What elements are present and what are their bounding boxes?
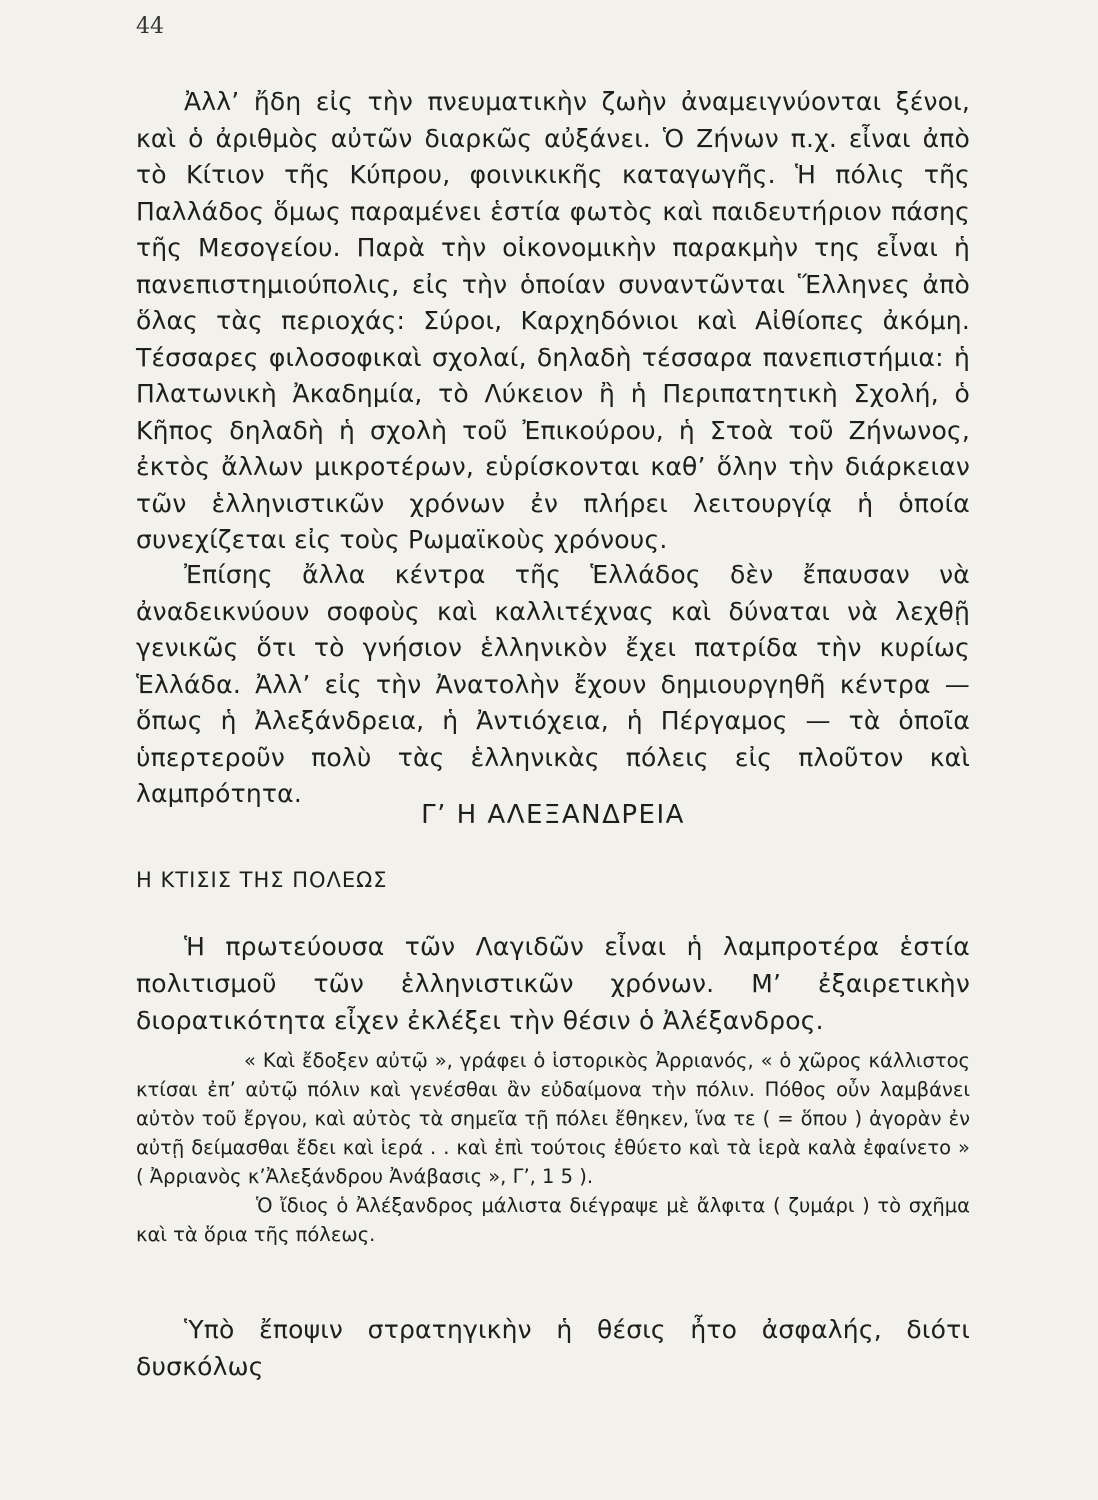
paragraph-text: Ἡ πρωτεύουσα τῶν Λαγιδῶν εἶναι ἡ λαμπροτέρα ἑστία πολιτισμοῦ τῶν ἑλληνιστικῶν χρόνων. Μ’ ἐξαιρετικὴν διορατικότητα εἶχεν ἐκλέξει τὴν θέσιν ὁ Ἀλέξανδρος. xyxy=(136,932,970,1035)
quotation-text: « Καὶ ἔδοξεν αὐτῷ », γράφει ὁ ἱστορικὸς Ἀρριανός, « ὁ χῶρος κάλλιστος κτίσαι ἐπ’ αὐτῷ πόλιν καὶ γενέσθαι ἂν εὐδαίμονα τὴν πόλιν. Πόθος οὖν λαμβάνει αὐτὸν τοῦ ἔργου, καὶ αὐτὸς τὰ σημεῖα τῇ πόλει ἔθηκεν, ἵνα τε ( = ὅπου ) ἀγορὰν ἐν αὐτῇ δείμασθαι ἔδει καὶ ἱερά . . καὶ ἐπὶ τούτοις ἐθύετο καὶ τὰ ἱερὰ καλὰ ἐφαίνετο » ( Ἀρριανὸς κ’Ἀλεξάνδρου Ἀνάβασις », Γ’, 1 5 ). xyxy=(136,1049,970,1188)
page-number: 44 xyxy=(136,14,164,39)
paragraph-text: Ἐπίσης ἄλλα κέντρα τῆς Ἑλλάδος δὲν ἔπαυσαν νὰ ἀναδεικνύουν σοφοὺς καὶ καλλιτέχνας καὶ δύναται νὰ λεχθῇ γενικῶς ὅτι τὸ γνήσιον ἑλληνικὸν ἔχει πατρίδα τὴν κυρίως Ἑλλάδα. Ἀλλ’ εἰς τὴν Ἀνατολὴν ἔχουν δημιουργηθῆ κέντρα — ὅπως ἡ Ἀλεξάνδρεια, ἡ Ἀντιόχεια, ἡ Πέργαμος — τὰ ὁποῖα ὑπερτεροῦν πολὺ τὰς ἑλληνικὰς πόλεις εἰς πλοῦτον καὶ λαμπρότητα. xyxy=(136,560,970,808)
body-paragraph xyxy=(136,84,970,559)
section-heading: Γ’ Η ΑΛΕΞΑΝΔΡΕΙΑ xyxy=(421,800,685,830)
paragraph-text: Ἀλλ’ ἤδη εἰς τὴν πνευματικὴν ζωὴν ἀναμειγνύονται ξένοι, καὶ ὁ ἀριθμὸς αὐτῶν διαρκῶς αὐξάνει. Ὁ Ζήνων π.χ. εἶναι ἀπὸ τὸ Κίτιον τῆς Κύπρου, φοινικικῆς καταγωγῆς. Ἡ πόλις τῆς Παλλάδος ὅμως παραμένει ἑστία φωτὸς καὶ παιδευτήριον πάσης τῆς Μεσογείου. Παρὰ τὴν οἰκονομικὴν παρακμὴν της εἶναι ἡ πανεπιστημιούπολις, εἰς τὴν ὁποίαν συναντῶνται Ἕλληνες ἀπὸ ὅλας τὰς περιοχάς: Σύροι, Καρχηδόνιοι καὶ Αἰθίοπες ἀκόμη. Τέσσαρες φιλοσοφικαὶ σχολαί, δηλαδὴ τέσσαρα πανεπιστήμια: ἡ Πλατωνικὴ Ἀκαδημία, τὸ Λύκειον ἢ ἡ Περιπατητικὴ Σχολή, ὁ Κῆπος δηλαδὴ ἡ σχολὴ τοῦ Ἐπικούρου, ἡ Στοὰ τοῦ Ζήνωνος, ἐκτὸς ἄλλων μικροτέρων, εὑρίσκονται καθ’ ὅλην τὴν διάρκειαν τῶν ἑλληνιστικῶν χρόνων ἐν πλήρει λειτουργίᾳ ἡ ὁποία συνεχίζεται εἰς τοὺς Ρωμαϊκοὺς χρόνους. xyxy=(136,87,970,554)
quotation-block xyxy=(136,1046,970,1249)
paragraph-text: Ὑπὸ ἔποψιν στρατηγικὴν ἡ θέσις ἦτο ἀσφαλής, διότι δυσκόλως xyxy=(136,1315,970,1381)
subsection-heading: Η ΚΤΙΣΙΣ ΤΗΣ ΠΟΛΕΩΣ xyxy=(136,868,388,892)
body-paragraph xyxy=(136,928,970,1039)
body-paragraph xyxy=(136,557,970,813)
body-paragraph xyxy=(136,1312,970,1385)
quotation-note: Ὁ ἴδιος ὁ Ἀλέξανδρος μάλιστα διέγραψε μὲ ἄλφιτα ( ζυμάρι ) τὸ σχῆμα καὶ τὰ ὅρια τῆς πόλεως. xyxy=(136,1194,970,1246)
